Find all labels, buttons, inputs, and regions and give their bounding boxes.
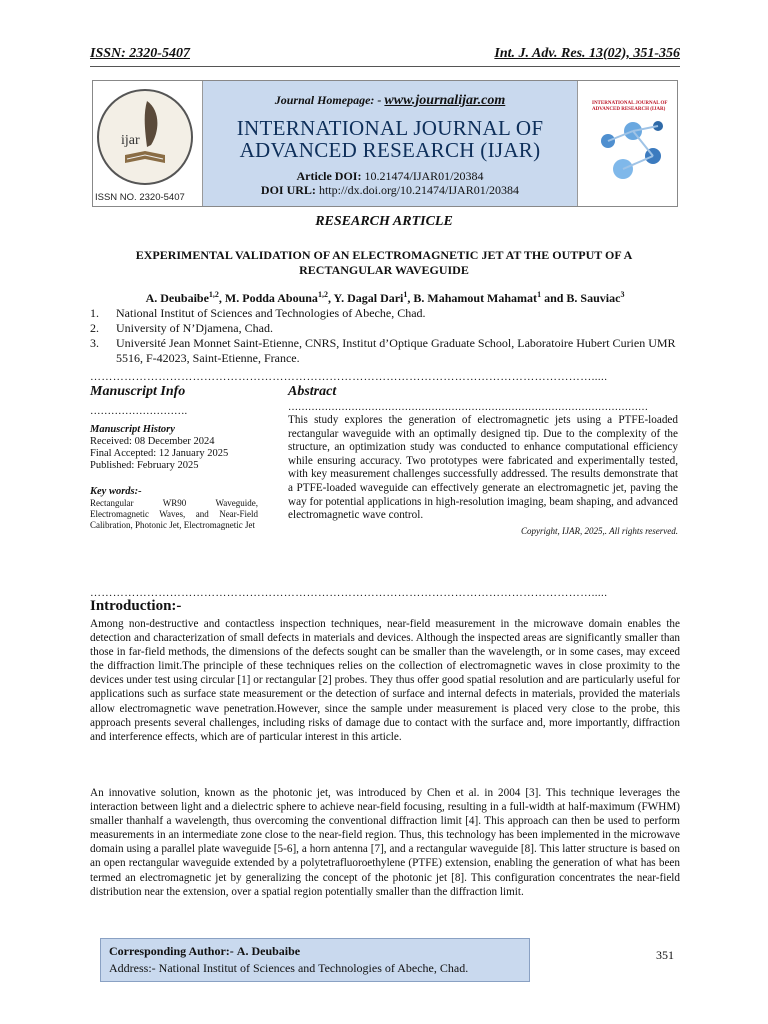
homepage-link[interactable]: www.journalijar.com [384,93,506,108]
author-list [90,290,680,306]
manuscript-history-heading: Manuscript History [90,424,175,435]
affiliation: 2. University of N’Djamena, Chad. [90,321,273,335]
doi-value: 10.21474/IJAR01/20384 [364,169,484,183]
manuscript-info [90,384,258,531]
accepted-date: Final Accepted: 12 January 2025 [90,448,229,459]
journal-title-line2: ADVANCED RESEARCH (IJAR) [239,138,541,162]
running-header [90,46,680,62]
manuscript-info-dots: ………………………. [90,406,188,417]
cover-title: INTERNATIONAL JOURNAL OF ADVANCED RESEARCH (IJAR) [592,101,668,112]
paper-title [110,248,658,278]
corresponding-author-box [100,938,530,982]
journal-cover-image [577,81,677,206]
intro-paragraph-1: Among non-destructive and contactless inspection techniques, near-field measurement in the microwave domain enables the detection and characterization of small defects in materials and devices. Although the inspected areas are significantly smaller than those in far-field methods, the dimensions of the defects sought can be smaller than the wavelength, or in some cases, may exceed the diffraction limit.The principle of these techniques relies on the collection of electromagnetic waves in close proximity to the devices under test using circular [1] or rectangular [2] probes. They thus offer good spatial resolution and are particularly useful for applications such as surface state measurement or the detection of surface and internal defects in materials, provided the materials allow electromagnetic wave penetration.However, since the sample under measurement is placed very close to the probe, this approach presents several challenges, including risks of damage due to contact with the surface and, more importantly, diffraction and interference effects, which are of particular interest in this article. [90,618,680,743]
header-citation: Int. J. Adv. Res. 13(02), 351-356 [494,46,680,61]
doi-url-link[interactable]: http://dx.doi.org/10.21474/IJAR01/20384 [318,183,520,197]
journal-logo [93,81,203,206]
journal-homepage [203,93,577,109]
header-rule [90,66,680,67]
author: B. Sauviac$^3$ [566,290,625,305]
logo-text: ijar [121,133,140,148]
abstract-heading: Abstract [288,384,337,399]
intro-paragraph-2: An innovative solution, known as the photonic jet, was introduced by Chen et al. in 2004 [3]. This technique leverages the interaction between light and a dielectric sphere to achieve near-field focusing, resulting in a full-width at half-maximum (FWHM) smaller thanhalf a wavelength, thus overcoming the conventional diffraction limit [4]. This approach can then be used to perform measurements in an intermediate zone close to the near-field region. Thus, this technology has been implemented in the microwave domain using a parallel plate waveguide [5-6], a horn antenna [7], and a rectangular waveguide [8]. This latter structure is based on an open rectangular waveguide extended by a polytetrafluoroethylene (PTFE) extension, enabling the generation of what has been termed an electromagnetic jet by generalizing the concept of the photonic jet [8]. This configuration concentrates the near-field distribution near the extension, over a spatial region potentially smaller than the diffraction limit. [90,787,680,898]
logo-circle [97,89,193,185]
homepage-label: Journal Homepage: - [274,93,382,107]
affiliation-list [90,306,680,366]
corr-name: A. Deubaibe [236,944,301,958]
author: B. Mahamout Mahamat$^1$ and [413,290,567,305]
author: M. Podda Abouna$^{1,2}$, [224,290,334,305]
quill-book-icon [97,89,193,185]
molecule-graphic-icon [578,81,678,206]
article-type: RESEARCH ARTICLE [315,214,453,229]
author: Y. Dagal Dari$^1$, [333,290,414,305]
header-issn: ISSN: 2320-5407 [90,46,190,61]
keywords-heading: Key words:- [90,486,142,497]
page-number: 351 [656,948,674,962]
doi-block [203,169,577,197]
paper-title-line1: EXPERIMENTAL VALIDATION OF AN ELECTROMAGNETIC JET AT THE OUTPUT OF A [135,248,633,262]
doi-label: Article DOI: [296,169,362,183]
paper-title-line2: RECTANGULAR WAVEGUIDE [299,263,469,277]
received-date: Received: 08 December 2024 [90,436,215,447]
corr-label: Corresponding Author:- [109,944,234,958]
abstract-dots: ……………………………………………………………………………………………… [288,404,648,412]
address-value: National Institut of Sciences and Technologies of Abeche, Chad. [158,961,469,975]
manuscript-info-heading: Manuscript Info [90,384,186,399]
journal-title-line1: INTERNATIONAL JOURNAL OF [236,116,544,140]
abstract-section [288,384,678,538]
section-divider: ……………………………………………………………………………………………………………………..... [90,374,608,380]
logo-issn: ISSN NO. 2320-5407 [95,192,185,203]
affiliation: 1. National Institut of Sciences and Technologies of Abeche, Chad. [90,306,426,320]
address-label: Address:- [109,961,156,975]
copyright-notice: Copyright, IJAR, 2025,. All rights reserved. [521,525,678,536]
keywords: Rectangular WR90 Waveguide, Electromagnetic Waves, and Near-Field Calibration, Photonic Jet, Electromagnetic Jet [90,498,258,530]
section-divider: ……………………………………………………………………………………………………………………..... [90,590,608,596]
journal-banner [92,80,678,207]
published-date: Published: February 2025 [90,460,199,471]
introduction-heading: Introduction:- [90,598,182,614]
journal-title [203,117,577,161]
affiliation: 3. Université Jean Monnet Saint-Etienne, CNRS, Institut d’Optique Graduate School, Laboratoire Hubert Curien UMR 5516, F-42023, Saint-Etienne, France. [90,336,676,365]
abstract-text: This study explores the generation of electromagnetic jets using a PTFE-loaded rectangular waveguide with an optimally designed tip. Due to the complexity of the structure, an optimization study was conducted to enhance computational efficiency while ensuring accuracy. Two prototypes were fabricated and experimentally tested, with key measurement challenges successfully addressed. The results demonstrate that a PTFE-loaded waveguide can effectively generate an electromagnetic jet, paving the way for potential applications in high-resolution imaging, beam shaping, and advanced electromagnetic wave control. [288,414,678,522]
author: A. Deubaibe$^{1,2}$, [145,290,225,305]
doi-url-label: DOI URL: [260,183,316,197]
banner-center [203,81,577,206]
